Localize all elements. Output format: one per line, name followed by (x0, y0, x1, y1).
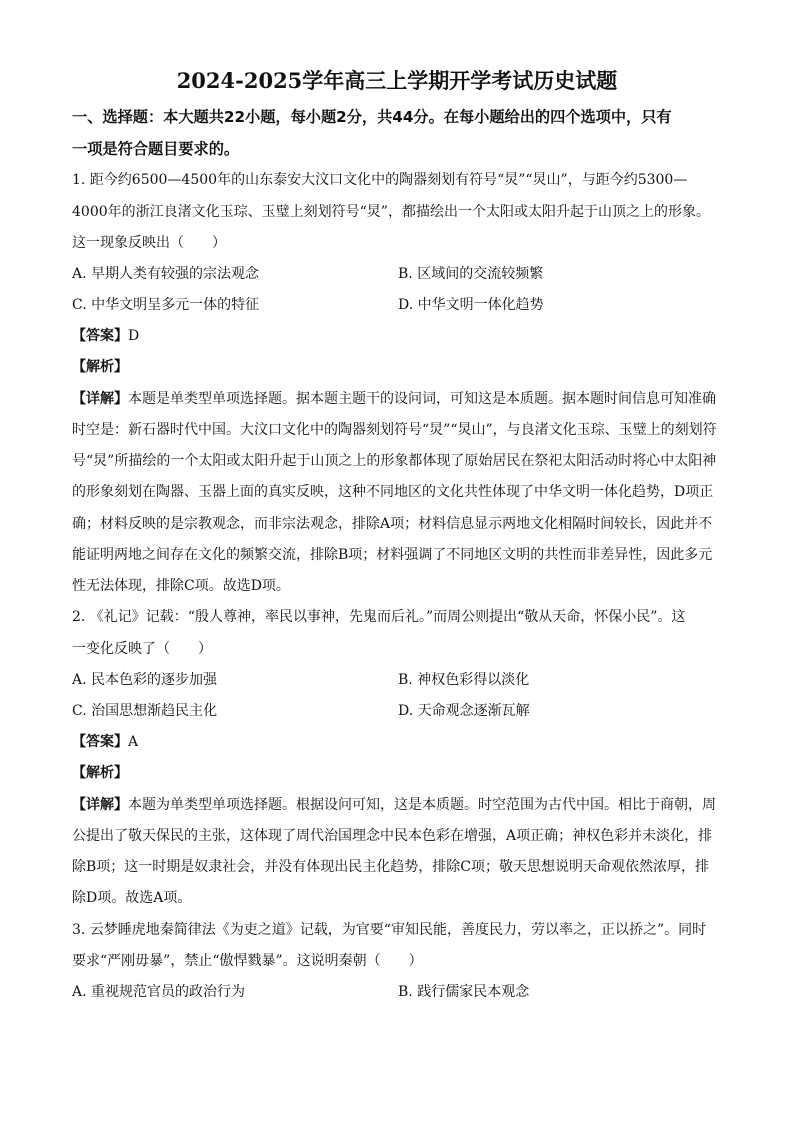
q1-detail-line-1 (72, 389, 732, 409)
detail-label: 【详解】 (72, 391, 128, 407)
q1-detail-line-2: 时空是：新石器时代中国。大汶口文化中的陶器刻划符号“炅”“炅山”，与良渚文化玉琮、玉璧上的刻划符 (72, 422, 717, 438)
q1-option-c: C. 中华文明呈多元一体的特征 (72, 297, 260, 313)
q1-stem-line-2: 4000年的浙江良渚文化玉琮、玉璧上刻划符号“炅”，都描绘出一个太阳或太阳升起于山顶之上的形象。 (72, 204, 710, 220)
q1-detail-line-6: 能证明两地之间存在文化的频繁交流，排除B项；材料强调了不同地区文明的共性而非差异性，因此多元 (72, 547, 713, 563)
q1-option-b: B. 区域间的交流较频繁 (398, 266, 544, 282)
q3-stem-line-2: 要求“严刚毋暴”，禁止“傲悍戮暴”。这说明秦朝（ ） (72, 953, 423, 969)
section-heading-line-2: 一项是符合题目要求的。 (72, 140, 240, 158)
answer-label: 【答案】 (72, 328, 128, 344)
q2-stem-line-2: 一变化反映了（ ） (72, 641, 212, 657)
answer-label: 【答案】 (72, 734, 128, 750)
q1-stem-line-1: 1. 距今约6500—4500年的山东泰安大汶口文化中的陶器刻划有符号“炅”“炅山”，与距今约5300— (72, 172, 688, 188)
section-heading-line-1: 一、选择题：本大题共22小题，每小题2分，共44分。在每小题给出的四个选项中，只有 (72, 108, 672, 126)
q3-stem-line-1: 3. 云梦睡虎地秦简律法《为吏之道》记载，为官要“审知民能，善度民力，劳以率之，正以挢之”。同时 (72, 922, 707, 938)
q2-stem-line-1: 2. 《礼记》记载：“殷人尊神，率民以事神，先鬼而后礼。”而周公则提出“敬从天命，怀保小民”。这 (72, 609, 686, 625)
q3-option-a: A. 重视规范官员的政治行为 (72, 984, 246, 1000)
q1-option-a: A. 早期人类有较强的宗法观念 (72, 266, 260, 282)
q2-detail-line-3: 除B项；这一时期是奴隶社会，并没有体现出民主化趋势，排除C项；敬天思想说明天命观依然浓厚，排 (72, 859, 709, 875)
q1-detail-line-5: 确；材料反映的是宗教观念，而非宗法观念，排除A项；材料信息显示两地文化相隔时间较长，因此并不 (72, 516, 713, 532)
q1-analysis-label: 【解析】 (72, 359, 128, 375)
q1-detail-line-3: 号“炅”所描绘的一个太阳或太阳升起于山顶之上的形象都体现了原始居民在祭祀太阳活动时将心中太阳神 (72, 453, 717, 469)
q2-option-a: A. 民本色彩的逐步加强 (72, 672, 218, 688)
q1-option-d: D. 中华文明一体化趋势 (398, 297, 544, 313)
q1-stem-line-3: 这一现象反映出（ ） (72, 235, 226, 251)
answer-value: A (128, 734, 139, 750)
q2-option-d: D. 天命观念逐渐瓦解 (398, 703, 530, 719)
q2-option-b: B. 神权色彩得以淡化 (398, 672, 530, 688)
q3-option-b: B. 践行儒家民本观念 (398, 984, 530, 1000)
q2-answer (72, 732, 732, 752)
exam-title: 2024-2025学年高三上学期开学考试历史试题 (176, 68, 618, 93)
q2-detail-line-1 (72, 795, 732, 815)
q2-analysis-label: 【解析】 (72, 765, 128, 781)
q1-detail-line-7: 性无法体现，排除C项。故选D项。 (72, 578, 290, 594)
q1-detail-line-4: 的形象刻划在陶器、玉器上面的真实反映，这种不同地区的文化共性体现了中华文明一体化趋势，D项正 (72, 484, 714, 500)
q1-answer (72, 326, 732, 346)
detail-text: 本题为单类型单项选择题。根据设问可知，这是本质题。时空范围为古代中国。相比于商朝，周 (128, 797, 716, 813)
detail-text: 本题是单类型单项选择题。据本题主题干的设问词，可知这是本质题。据本题时间信息可知准确 (128, 391, 716, 407)
detail-label: 【详解】 (72, 797, 128, 813)
q2-detail-line-2: 公提出了敬天保民的主张，这体现了周代治国理念中民本色彩在增强，A项正确；神权色彩并未淡化，排 (72, 828, 713, 844)
answer-value: D (128, 328, 140, 344)
q2-detail-line-4: 除D项。故选A项。 (72, 890, 192, 906)
q2-option-c: C. 治国思想渐趋民主化 (72, 703, 218, 719)
